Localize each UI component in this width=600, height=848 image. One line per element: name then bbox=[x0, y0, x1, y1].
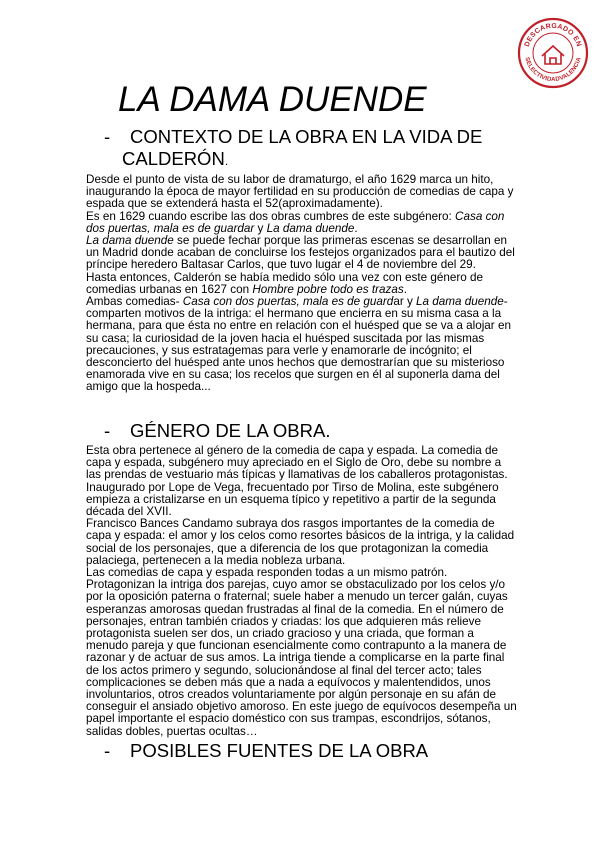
paragraph: Ambas comedias- Casa con dos puertas, mala es de guardar y La dama duende- comparten motivos de la intriga: el hermano que encierra en su misma casa a la hermana, para que ésta no entre en relación con el huésped que se va a alojar en su casa; la curiosidad de la joven hacia el huésped suscitada por las mismas precauciones, y sus estratagemas para verle y enamorarle de incógnito; el desconcierto del huésped ante unos hechos que demostrarían que su misterioso enamorada vive en su casa; los recelos que surgen en él al suponerla dama del amigo que la hospeda... bbox=[86, 295, 511, 394]
section-body-contexto bbox=[86, 174, 518, 394]
paragraph: Hasta entonces, Calderón se había medido sólo una vez con este género de comedias urbanas en 1627 con Hombre pobre todo es trazas. bbox=[86, 270, 483, 296]
heading-line-1: CONTEXTO DE LA OBRA EN LA VIDA DE bbox=[130, 126, 483, 147]
svg-text:DESCARGADO EN: DESCARGADO EN bbox=[523, 22, 583, 48]
paragraph: Desde el punto de vista de su labor de dramaturgo, el año 1629 marca un hito, inaugurando la época de mayor fertilidad en su producción de comedias de capa y espada que se extenderá hasta el 52(aproximadamente). bbox=[86, 173, 514, 211]
paragraph: La dama duende se puede fechar porque las primeras escenas se desarrollan en un Madrid donde acaban de concluirse los festejos organizados para el bautizo del príncipe heredero Baltasar Carlos, que tuvo lugar el 4 de noviembre del 29. bbox=[86, 234, 515, 272]
svg-text:SELECTIVIDADVALENCIA: SELECTIVIDADVALENCIA bbox=[523, 56, 583, 84]
heading-dash: - bbox=[104, 740, 111, 761]
section-body-genero bbox=[86, 445, 518, 738]
heading-dash: - bbox=[104, 126, 111, 147]
heading-text: GÉNERO DE LA OBRA. bbox=[130, 420, 331, 441]
paragraph: Esta obra pertenece al género de la comedia de capa y espada. La comedia de capa y espada, subgénero muy apreciado en el Siglo de Oro, debe su nombre a las prendas de vestuario más típicas y llamativas de los caballeros protagonistas. Inaugurado por Lope de Vega, frecuentado por Tirso de Molina, este subgénero empieza a cristalizarse en un esquema típico y repetitivo a partir de la segunda década del XVII. bbox=[86, 444, 508, 519]
paragraph: Francisco Bances Candamo subraya dos rasgos importantes de la comedia de capa y espada: el amor y los celos como resortes básicos de la intriga, y la calidad social de los personajes, que a diferencia de los que protagonizan la comedia palaciega, pertenecen a la media nobleza urbana. bbox=[86, 517, 515, 567]
heading-suffix: . bbox=[224, 154, 229, 168]
section-heading-genero bbox=[104, 420, 330, 442]
paragraph: Es en 1629 cuando escribe las dos obras cumbres de este subgénero: Casa con dos puertas, mala es de guardar y La dama duende. bbox=[86, 209, 505, 235]
download-stamp-logo bbox=[516, 16, 590, 90]
section-heading-fuentes bbox=[104, 740, 428, 762]
paragraph: Las comedias de capa y espada responden todas a un mismo patrón. Protagonizan la intriga dos parejas, cuyo amor se obstaculizado por los celos y/o por la oposición paterna o fraternal; suele haber a menudo un tercer galán, cuyas esperanzas amorosas quedan frustradas al final de la comedia. En el número de personajes, entran también criados y criadas: los que adquieren más relieve protagonista suelen ser dos, un criado gracioso y una criada, que forman a menudo pareja y que funcionan esencialmente como contrapunto a la manera de razonar y de actuar de sus amos. La intriga tiende a complicarse en la parte final de los actos primero y segundo, solucionándose al final del tercer acto; tales complicaciones se deben más que a nada a equívocos y malentendidos, unos involuntarios, otros creados voluntariamente por algún personaje en su afán de conseguir el ansiado objetivo amoroso. En este juego de equívocos desempeña un papel importante el espacio doméstico con sus trampas, escondrijos, sótanos, salidas dobles, puertas ocultas… bbox=[86, 566, 517, 738]
heading-text: POSIBLES FUENTES DE LA OBRA bbox=[130, 740, 429, 761]
section-heading-contexto bbox=[104, 126, 544, 172]
heading-dash: - bbox=[104, 420, 111, 441]
document-title: LA DAMA DUENDE bbox=[118, 80, 427, 119]
heading-line-2: CALDERÓN bbox=[122, 148, 225, 169]
